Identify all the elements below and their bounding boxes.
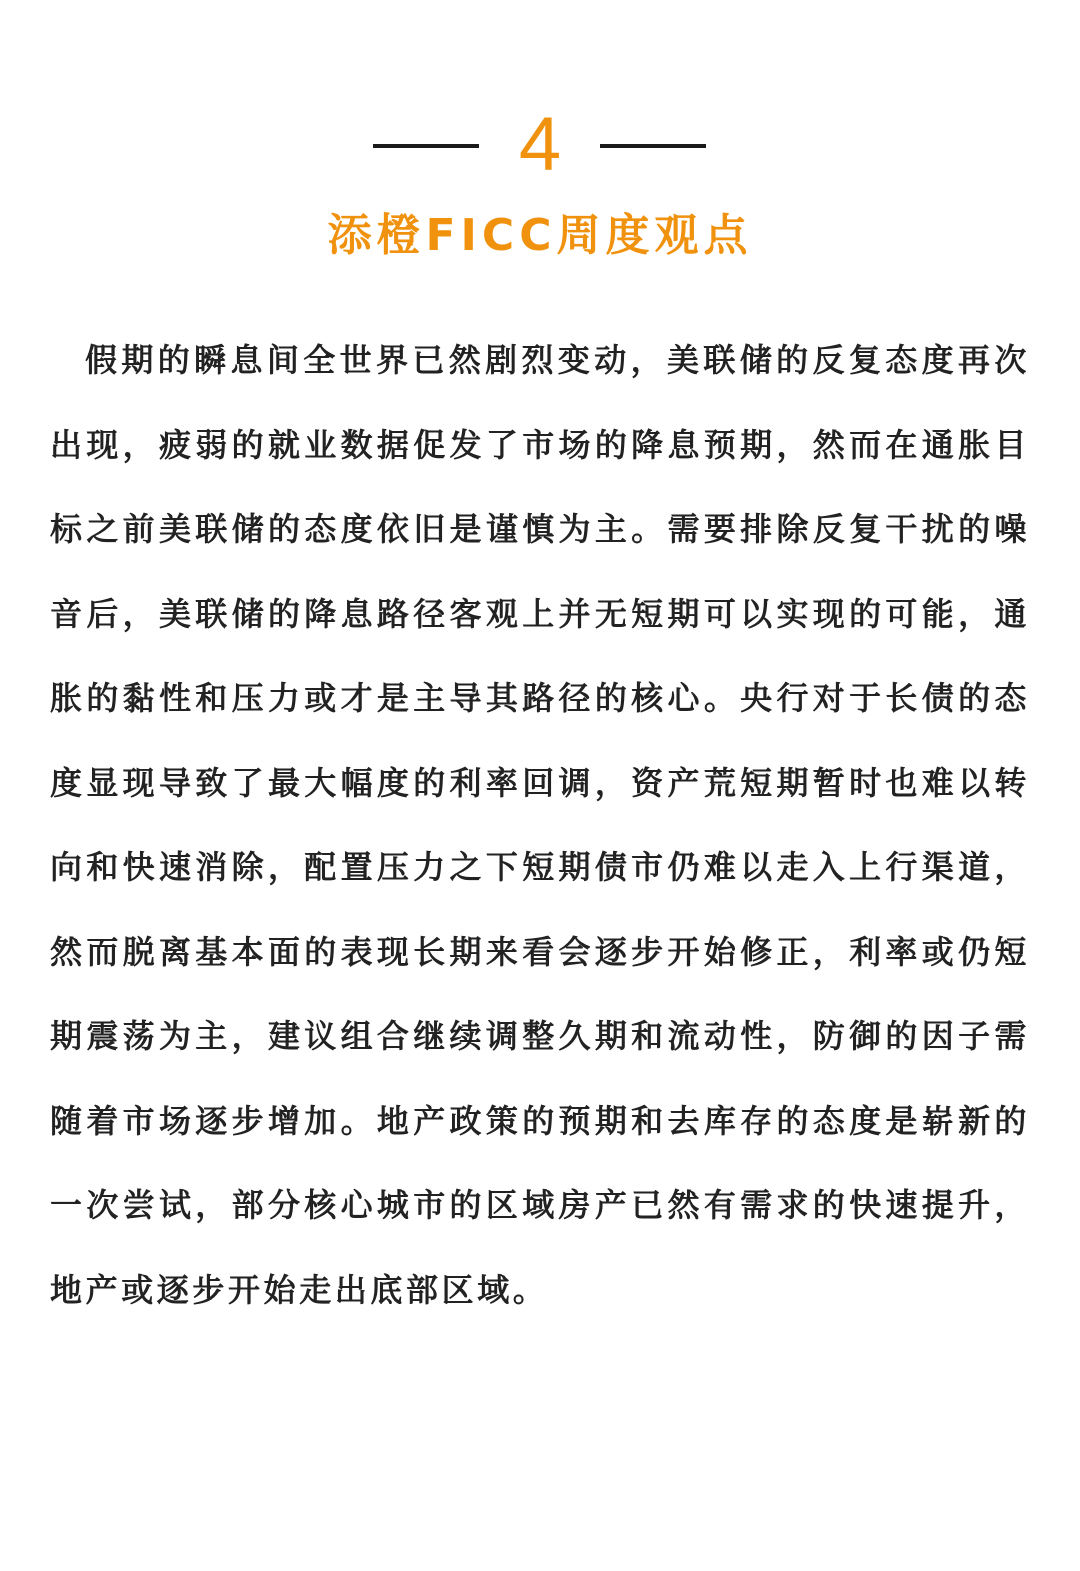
section-number: 4 [518, 102, 562, 187]
section-marker [0, 100, 1080, 190]
section-title: 添橙FICC周度观点 [327, 210, 753, 261]
divider-right [600, 144, 706, 148]
article-paragraph: 假期的瞬息间全世界已然剧烈变动，美联储的反复态度再次出现，疲弱的就业数据促发了市场的降息预期，然而在通胀目标之前美联储的态度依旧是谨慎为主。需要排除反复干扰的噪音后，美联储的降息路径客观上并无短期可以实现的可能，通胀的黏性和压力或才是主导其路径的核心。央行对于长债的态度显现导致了最大幅度的利率回调，资产荒短期暂时也难以转向和快速消除，配置压力之下短期债市仍难以走入上行渠道，然而脱离基本面的表现长期来看会逐步开始修正，利率或仍短期震荡为主，建议组合继续调整久期和流动性，防御的因子需随着市场逐步增加。地产政策的预期和去库存的态度是崭新的一次尝试，部分核心城市的区域房产已然有需求的快速提升，地产或逐步开始走出底部区域。 [50, 341, 1030, 1309]
divider-left [373, 144, 479, 148]
